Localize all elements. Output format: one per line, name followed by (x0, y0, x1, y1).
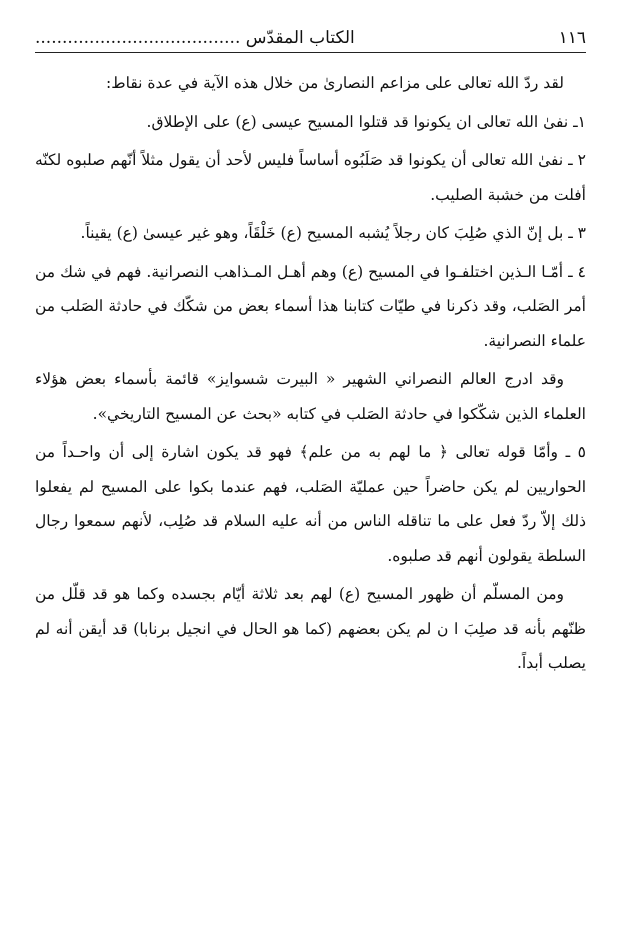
schweitzer-paragraph: وقد ادرج العالم النصراني الشهير « البيرت شسوايز» قائمة بأسماء بعض هؤلاء العلماء الذين شكّكوا في حادثة الصَلب في كتابه «بحث عن المسيح التاريخي». (35, 370, 586, 423)
point-2-paragraph: ٢ ـ نفىٰ الله تعالى أن يكونوا قد صَلَبُوه أساساً فليس لأحد أن يقول مثلاً أنّهم صلبوه لكنّه أفلت من خشبة الصليب. (35, 151, 586, 204)
page-header (35, 26, 586, 53)
point-4-paragraph: ٤ ـ أمّـا الـذين اختلفـوا في المسيح (ع) وهم أهـل المـذاهب النصرانية. فهم في شك من أمر الصَلب، وقد ذكرنا في طيّات كتابنا هذا أسماء بعض من شكّك في حادثة الصَلب من علماء النصرانية. (35, 262, 586, 350)
point-3-paragraph: ٣ ـ بل إنّ الذي صُلِبَ كان رجلاً يُشبه المسيح (ع) خَلْقَاً، وهو غير عيسىٰ (ع) يقيناً. (80, 224, 586, 242)
page-number: ١١٦ (558, 28, 586, 48)
point-5-paragraph: ٥ ـ وأمّا قوله تعالى ﴿ ما لهم به من علم﴾ فهو قد يكون اشارة إلى أن واحـداً من الحواريين لم يكن حاضراً حين عمليّة الصَلب، فهم عندما بكوا على المسيح لم يفعلوا ذلك إلاّ ردّ فعل على ما تناقله الناس من أنه عليه السلام قد صُلِب، لأنهم سمعوا رجال السلطة يقولون أنهم قد صلبوه. (35, 443, 586, 565)
closing-paragraph: ومن المسلّم أن ظهور المسيح (ع) لهم بعد ثلاثة أيّام بجسده وكما هو قد قلّل من ظنّهم بأنه قد صلِبَ ا ن لم يكن بعضهم (كما هو الحال في انجيل برنابا) قد أيقن أنه لم يصلب أبداً. (35, 585, 586, 672)
running-title: الكتاب المقدّس ...................................... (35, 28, 355, 48)
intro-paragraph: لقد ردّ الله تعالى على مزاعم النصارىٰ من خلال هذه الآية في عدة نقاط: (106, 74, 564, 92)
point-1-paragraph: ١ـ نفىٰ الله تعالى ان يكونوا قد قتلوا المسيح عيسى (ع) على الإطلاق. (146, 112, 586, 131)
page-body (35, 66, 586, 685)
